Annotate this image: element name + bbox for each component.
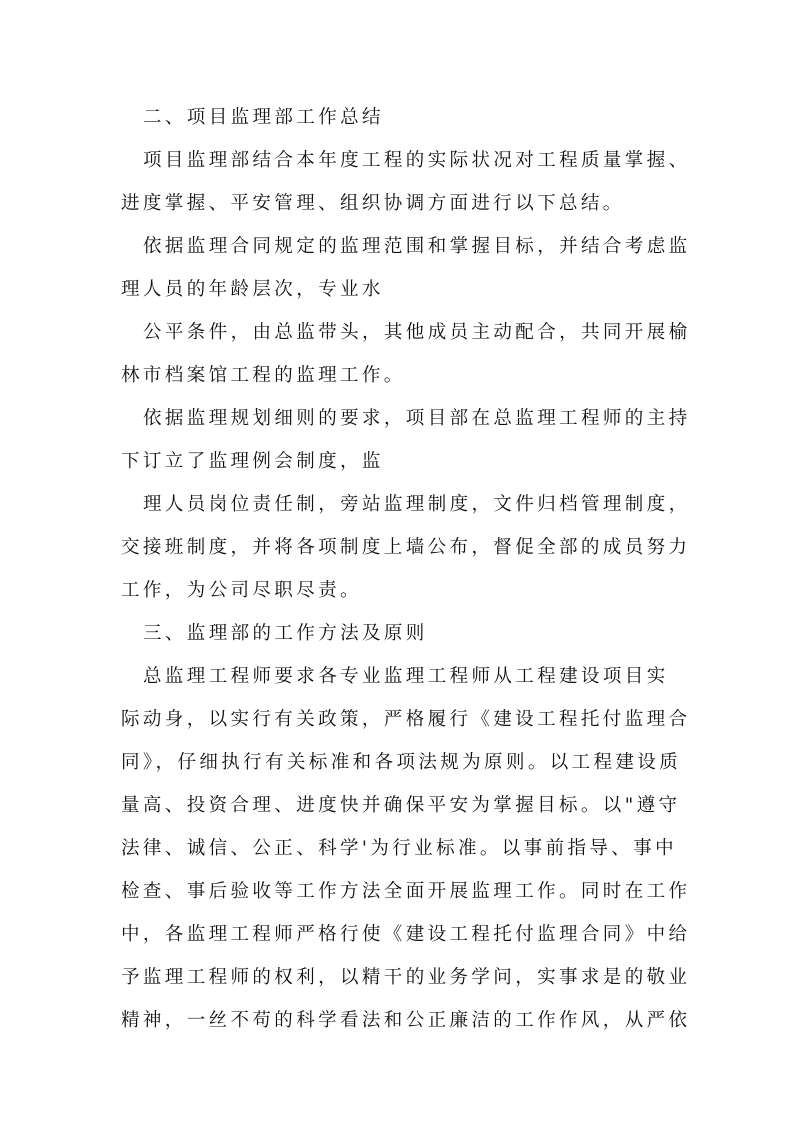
section-heading-project-dept-summary: 二、项目监理部工作总结 <box>143 107 384 128</box>
paragraph-line: 理人员岗位责任制，旁站监理制度，文件归档管理制度， <box>143 494 691 515</box>
paragraph-line: 量高、投资合理、进度快并确保平安为掌握目标。以"遵守 <box>121 795 681 816</box>
paragraph-line: 际动身，以实行有关政策，严格履行《建设工程托付监理合 <box>121 709 691 730</box>
paragraph-line: 依据监理合同规定的监理范围和掌握目标，并结合考虑监 <box>143 236 691 257</box>
paragraph-line: 法律、诚信、公正、科学'为行业标准。以事前指导、事中 <box>121 838 677 859</box>
paragraph-line: 总监理工程师要求各专业监理工程师从工程建设项目实 <box>143 666 669 687</box>
paragraph-line: 予监理工程师的权利，以精干的业务学问，实事求是的敬业 <box>121 967 691 988</box>
section-heading-methods-principles: 三、监理部的工作方法及原则 <box>143 623 428 644</box>
paragraph-line: 下订立了监理例会制度，监 <box>121 451 384 472</box>
paragraph-line: 中，各监理工程师严格行使《建设工程托付监理合同》中给 <box>121 924 691 945</box>
paragraph-line: 理人员的年龄层次，专业水 <box>121 279 384 300</box>
paragraph-line: 进度掌握、平安管理、组织协调方面进行以下总结。 <box>121 193 625 214</box>
paragraph-line: 公平条件，由总监带头，其他成员主动配合，共同开展榆 <box>143 322 691 343</box>
paragraph-line: 林市档案馆工程的监理工作。 <box>121 365 406 386</box>
paragraph-line: 检查、事后验收等工作方法全面开展监理工作。同时在工作 <box>121 881 691 902</box>
paragraph-line: 同》，仔细执行有关标准和各项法规为原则。以工程建设质 <box>121 752 682 773</box>
paragraph-line: 精神，一丝不苟的科学看法和公正廉洁的工作作风，从严依 <box>121 1010 691 1031</box>
paragraph-line: 项目监理部结合本年度工程的实际状况对工程质量掌握、 <box>143 150 691 171</box>
paragraph-line: 工作，为公司尽职尽责。 <box>121 580 362 601</box>
paragraph-line: 交接班制度，并将各项制度上墙公布，督促全部的成员努力 <box>121 537 691 558</box>
paragraph-line: 依据监理规划细则的要求，项目部在总监理工程师的主持 <box>143 408 691 429</box>
